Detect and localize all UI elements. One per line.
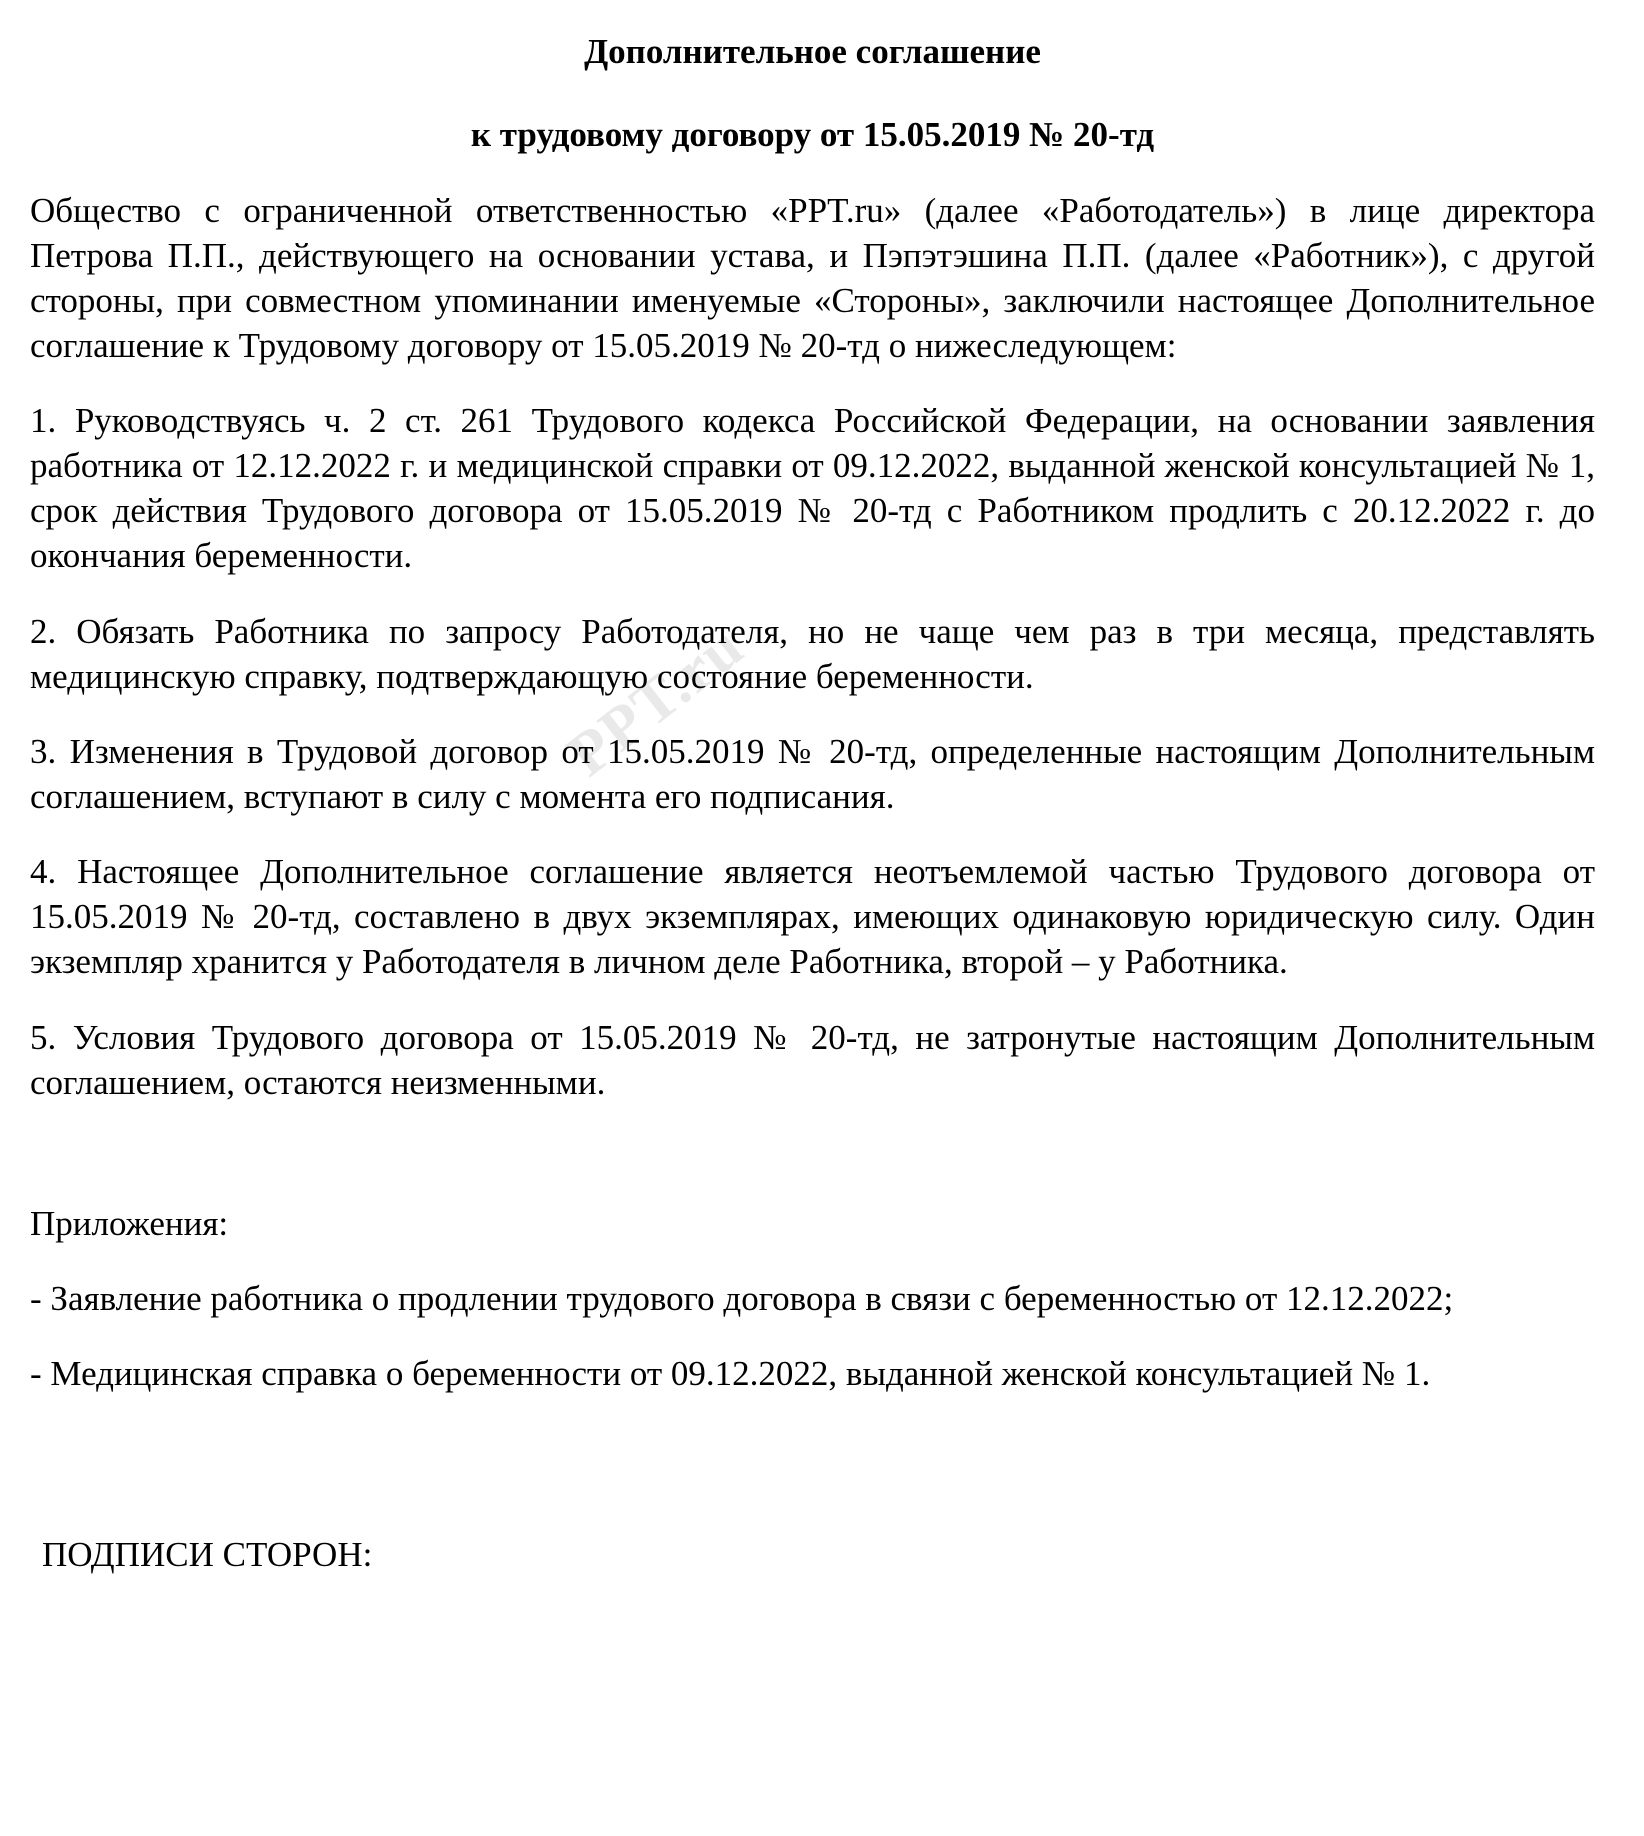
clause-4: 4. Настоящее Дополнительное соглашение является неотъемлемой частью Трудового договора от 15.05.2019 № 20-тд, составлено в двух экземплярах, имеющих одинаковую юридическую силу. Один экземпляр хранится у Работодателя в личном деле Работника, второй – у Работника. [30, 852, 1595, 982]
signatures-heading: ПОДПИСИ СТОРОН: [42, 1535, 373, 1575]
appendix-item-2: - Медицинская справка о беременности от 09.12.2022, выданной женской консультацией № 1. [30, 1354, 1431, 1394]
clause-1: 1. Руководствуясь ч. 2 ст. 261 Трудового кодекса Российской Федерации, на основании заявления работника от 12.12.2022 г. и медицинской справки от 09.12.2022, выданной женской консультацией № 1, срок действия Трудового договора от 15.05.2019 № 20-тд с Работником продлить с 20.12.2022 г. до окончания беременности. [30, 401, 1595, 576]
preamble-paragraph: Общество с ограниченной ответственностью «PPT.ru» (далее «Работодатель») в лице директора Петрова П.П., действующего на основании устава, и Пэпэтэшина П.П. (далее «Работник»), с другой стороны, при совместном упоминании именуемые «Стороны», заключили настоящее Дополнительное соглашение к Трудовому договору от 15.05.2019 № 20-тд о нижеследующем: [30, 190, 1595, 365]
document-title: Дополнительное соглашение [584, 32, 1041, 71]
document-subtitle: к трудовому договору от 15.05.2019 № 20-тд [470, 114, 1155, 154]
appendix-item-1: - Заявление работника о продлении трудового договора в связи с беременностью от 12.12.2022; [30, 1279, 1454, 1319]
signature-gap-extra [30, 1492, 1595, 1532]
section-gap [30, 1105, 1595, 1201]
signature-gap [30, 1396, 1595, 1492]
clause-2: 2. Обязать Работника по запросу Работодателя, но не чаще чем раз в три месяца, представлять медицинскую справку, подтверждающую состояние беременности. [30, 611, 1595, 696]
appendix-heading: Приложения: [30, 1203, 229, 1243]
clause-5: 5. Условия Трудового договора от 15.05.2019 № 20-тд, не затронутые настоящим Дополнительным соглашением, остаются неизменными. [30, 1017, 1595, 1102]
clause-3: 3. Изменения в Трудовой договор от 15.05.2019 № 20-тд, определенные настоящим Дополнительным соглашением, вступают в силу с момента его подписания. [30, 731, 1595, 817]
ppt-ru-watermark: PPT.ru [555, 611, 757, 790]
